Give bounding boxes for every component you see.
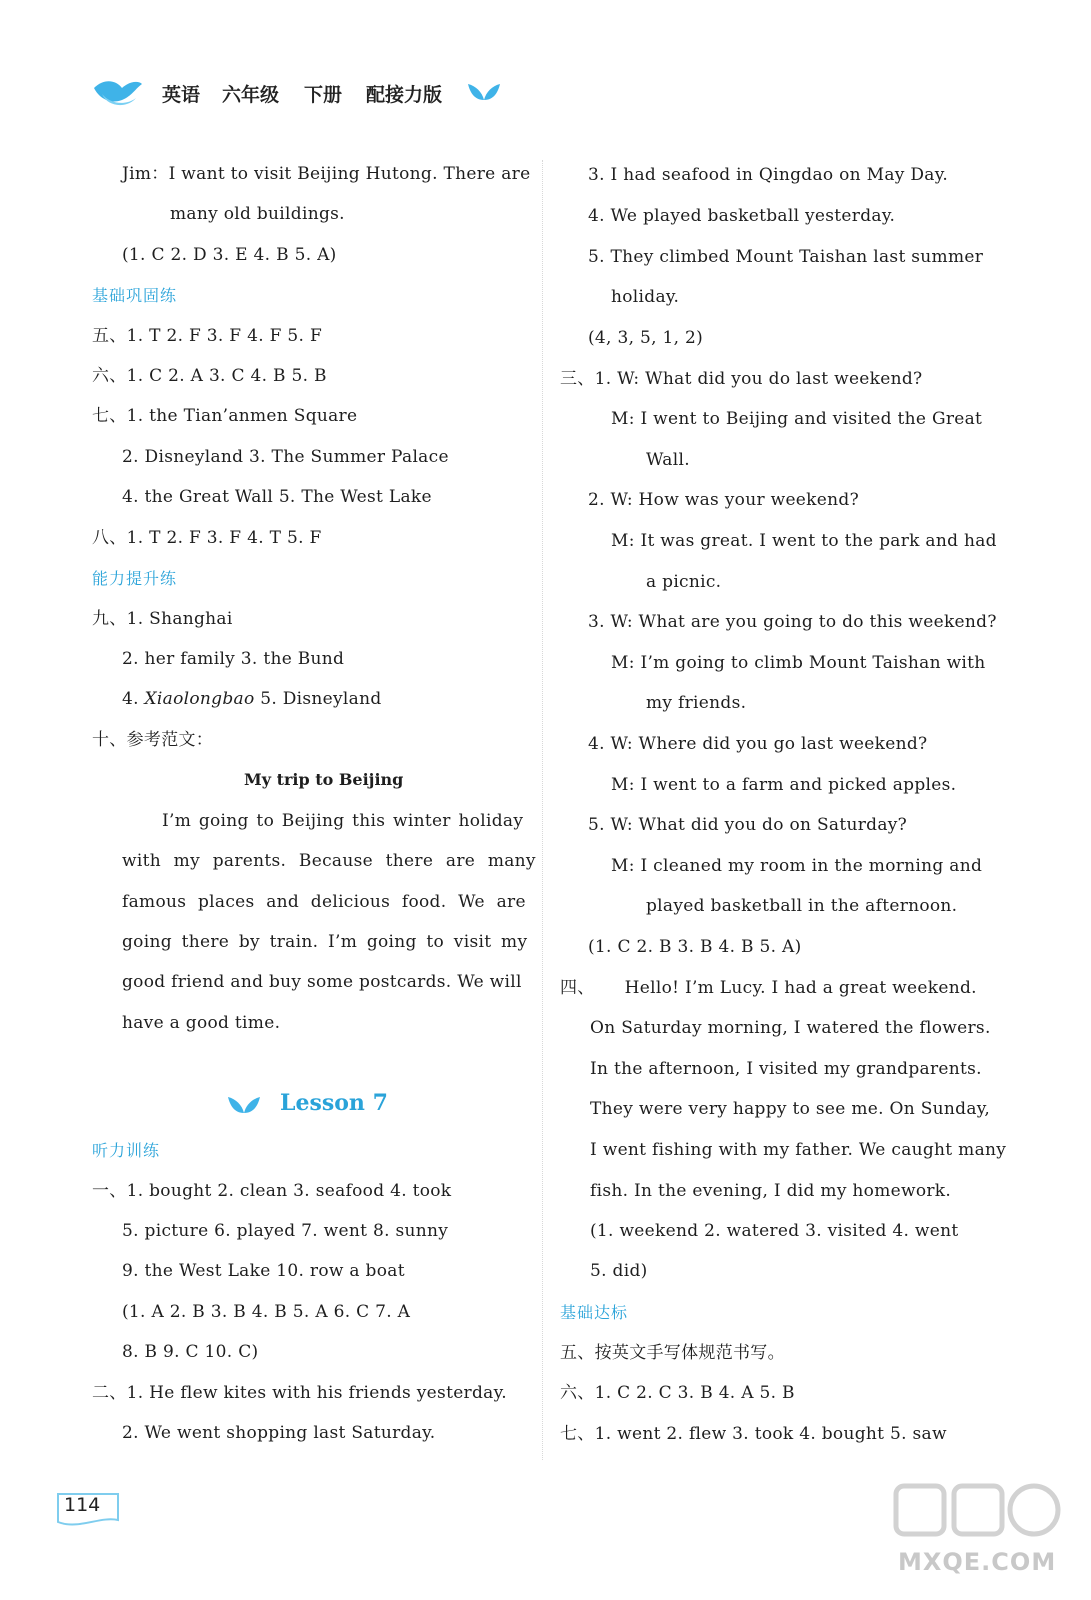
answer-line: my friends. (646, 693, 747, 713)
answer-line: Jim：I want to visit Beijing Hutong. There are (122, 164, 531, 184)
answer-line: 2. We went shopping last Saturday. (122, 1423, 436, 1443)
italic-answer: Xiaolongbao (144, 689, 255, 709)
answer-line: 8. B 9. C 10. C) (122, 1342, 259, 1362)
section-heading: 基础巩固练 (92, 286, 178, 305)
answer-line: M: It was great. I went to the park and had (611, 531, 997, 551)
section-heading: 听力训练 (92, 1141, 161, 1160)
answer-line: many old buildings. (170, 204, 345, 224)
passage-line: They were very happy to see me. On Sunday, (590, 1099, 991, 1119)
item-number: 四、 (560, 978, 595, 998)
answer-line: 六、1. C 2. C 3. B 4. A 5. B (560, 1383, 795, 1403)
watermark-logo-icon (892, 1478, 1062, 1548)
watermark-text: MXQE.COM (898, 1548, 1057, 1576)
section-heading: 基础达标 (560, 1303, 629, 1322)
answer-line: 七、1. went 2. flew 3. took 4. bought 5. saw (560, 1424, 947, 1444)
passage-line: fish. In the evening, I did my homework. (590, 1181, 952, 1201)
essay-line: going there by train. I’m going to visit my (122, 932, 528, 952)
answer-line: 5. picture 6. played 7. went 8. sunny (122, 1221, 449, 1241)
answer-line: 4. We played basketball yesterday. (588, 206, 896, 226)
answer-line: Wall. (646, 450, 690, 470)
header-grade: 六年级 (222, 84, 280, 106)
lesson-heading (228, 1088, 428, 1122)
passage-text: Hello! I’m Lucy. I had a great weekend. (624, 978, 977, 998)
answer-line: 2. W: How was your weekend? (588, 490, 859, 510)
answer-line (560, 977, 977, 999)
column-divider (542, 160, 543, 1460)
header-volume: 下册 (304, 84, 343, 106)
answer-line: 十、参考范文： (92, 730, 214, 750)
answer-line: 六、1. C 2. A 3. C 4. B 5. B (92, 366, 327, 386)
bird-logo-icon (92, 74, 144, 108)
answer-line (122, 688, 382, 710)
essay-line: with my parents. Because there are many (122, 851, 536, 871)
answer-line: 2. Disneyland 3. The Summer Palace (122, 447, 449, 467)
answer-line: 3. W: What are you going to do this weekend? (588, 612, 997, 632)
watermark (892, 1478, 1072, 1588)
answer-line: holiday. (611, 287, 680, 307)
answer-line: 5. They climbed Mount Taishan last summer (588, 247, 984, 267)
answer-line: 5. W: What did you do on Saturday? (588, 815, 908, 835)
answer-line: (1. weekend 2. watered 3. visited 4. went (590, 1221, 959, 1241)
answer-line: 4. the Great Wall 5. The West Lake (122, 487, 432, 507)
passage-line: In the afternoon, I visited my grandparents. (590, 1059, 982, 1079)
answer-line: M: I went to Beijing and visited the Great (611, 409, 983, 429)
header-edition: 配接力版 (366, 84, 443, 106)
answer-line: (1. C 2. D 3. E 4. B 5. A) (122, 245, 337, 265)
answer-line: played basketball in the afternoon. (646, 896, 958, 916)
header-subject: 英语 (162, 84, 201, 106)
page-number-text: 114 (64, 1494, 101, 1516)
item-number: 4. (122, 689, 145, 709)
essay-title: My trip to Beijing (244, 770, 404, 789)
answer-line: (1. C 2. B 3. B 4. B 5. A) (588, 937, 802, 957)
page-header (92, 74, 522, 114)
answer-line: (4, 3, 5, 1, 2) (588, 328, 704, 348)
leaf-icon (468, 82, 500, 102)
answer-line: 七、1. the Tian’anmen Square (92, 406, 358, 426)
essay-line: good friend and buy some postcards. We will (122, 972, 522, 992)
leaf-icon (228, 1094, 260, 1116)
passage-line: I went fishing with my father. We caught many (590, 1140, 1007, 1160)
answer-line: (1. A 2. B 3. B 4. B 5. A 6. C 7. A (122, 1302, 411, 1322)
answer-line: a picnic. (646, 572, 722, 592)
answer-line: 5. did) (590, 1261, 648, 1281)
lesson-title: Lesson 7 (280, 1090, 388, 1116)
answer-rest: 5. Disneyland (254, 689, 382, 709)
answer-line: M: I cleaned my room in the morning and (611, 856, 983, 876)
answer-line: 五、1. T 2. F 3. F 4. F 5. F (92, 326, 323, 346)
page-number (56, 1492, 126, 1530)
answer-line: 九、1. Shanghai (92, 609, 233, 629)
answer-line: 9. the West Lake 10. row a boat (122, 1261, 405, 1281)
answer-line: 3. I had seafood in Qingdao on May Day. (588, 165, 949, 185)
section-heading: 能力提升练 (92, 569, 178, 588)
passage-line: On Saturday morning, I watered the flowers. (590, 1018, 991, 1038)
answer-line: 4. W: Where did you go last weekend? (588, 734, 928, 754)
answer-line: 八、1. T 2. F 3. F 4. T 5. F (92, 528, 322, 548)
essay-line: famous places and delicious food. We are (122, 892, 526, 912)
answer-line: 一、1. bought 2. clean 3. seafood 4. took (92, 1181, 452, 1201)
answer-line: M: I’m going to climb Mount Taishan with (611, 653, 986, 673)
answer-line: M: I went to a farm and picked apples. (611, 775, 957, 795)
answer-line: 五、按英文手写体规范书写。 (560, 1343, 785, 1363)
answer-line: 三、1. W: What did you do last weekend? (560, 369, 923, 389)
answer-line: 二、1. He flew kites with his friends yesterday. (92, 1383, 507, 1403)
essay-line: I’m going to Beijing this winter holiday (162, 811, 524, 831)
essay-line: have a good time. (122, 1013, 281, 1033)
answer-line: 2. her family 3. the Bund (122, 649, 345, 669)
